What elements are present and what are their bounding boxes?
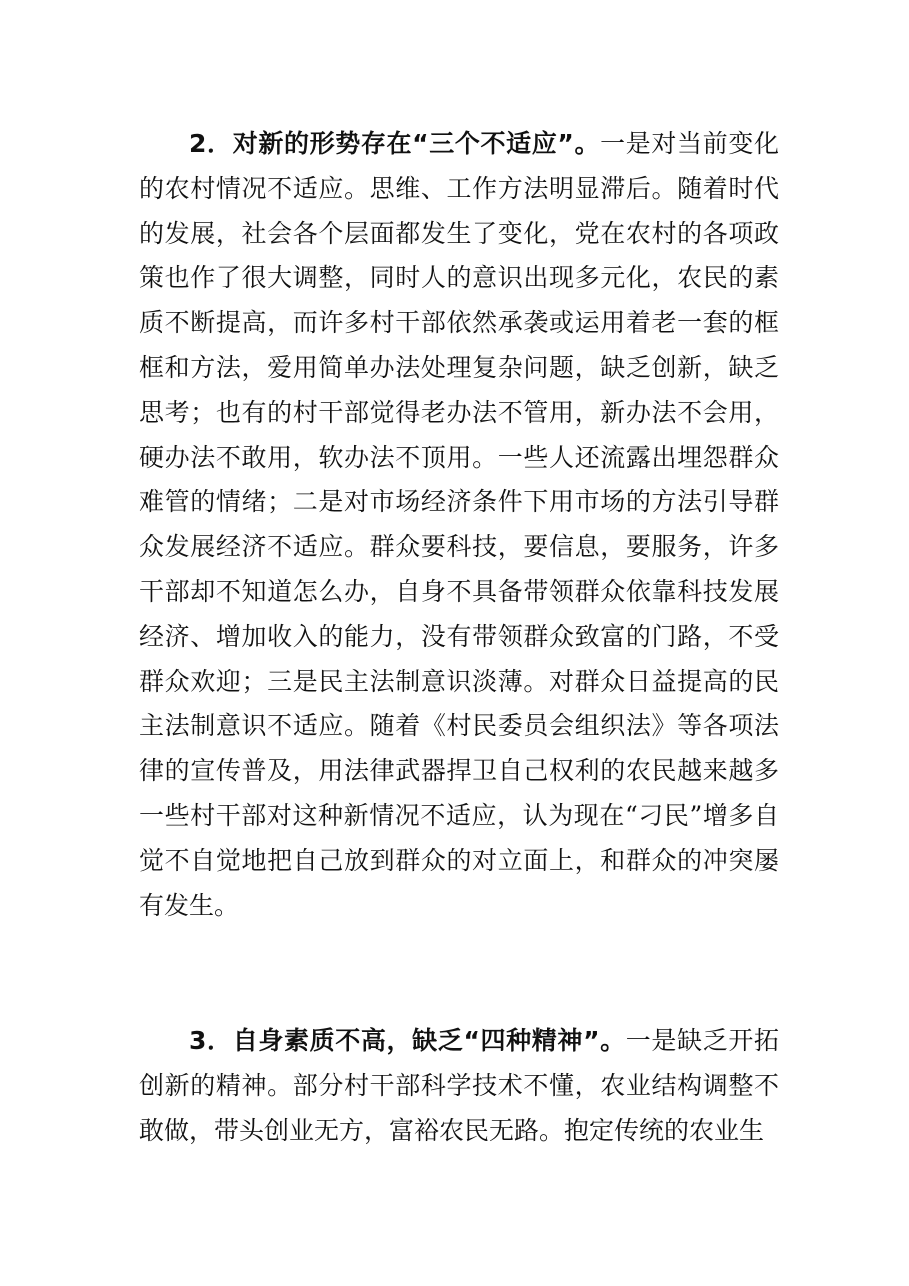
- section-3-heading: 自身素质不高，缺乏“四种精神”。: [232, 1026, 626, 1055]
- paragraph-section-3: [139, 1019, 779, 1153]
- section-3-number: 3．: [189, 1026, 233, 1055]
- section-2-number: 2．: [189, 129, 233, 158]
- section-2-heading: 对新的形势存在“三个不适应”。: [232, 129, 601, 158]
- paragraph-section-2: [139, 122, 779, 928]
- section-3-body: 一是缺乏开拓创新的精神。部分村干部科学技术不懂，农业结构调整不敢做，带头创业无方，富裕农民无路。抱定传统的农业生: [139, 1026, 779, 1145]
- section-2-body: 一是对当前变化的农村情况不适应。思维、工作方法明显滞后。随着时代的发展，社会各个层面都发生了变化，党在农村的各项政策也作了很大调整，同时人的意识出现多元化，农民的素质不断提高，而许多村干部依然承袭或运用着老一套的框框和方法，爱用简单办法处理复杂问题，缺乏创新，缺乏思考；也有的村干部觉得老办法不管用，新办法不会用，硬办法不敢用，软办法不顶用。一些人还流露出埋怨群众难管的情绪；二是对市场经济条件下用市场的方法引导群众发展经济不适应。群众要科技，要信息，要服务，许多干部却不知道怎么办，自身不具备带领群众依靠科技发展经济、增加收入的能力，没有带领群众致富的门路，不受群众欢迎；三是民主法制意识淡薄。对群众日益提高的民主法制意识不适应。随着《村民委员会组织法》等各项法律的宣传普及，用法律武器捍卫自己权利的农民越来越多一些村干部对这种新情况不适应，认为现在“刁民”增多自觉不自觉地把自己放到群众的对立面上，和群众的冲突屡有发生。: [139, 129, 779, 920]
